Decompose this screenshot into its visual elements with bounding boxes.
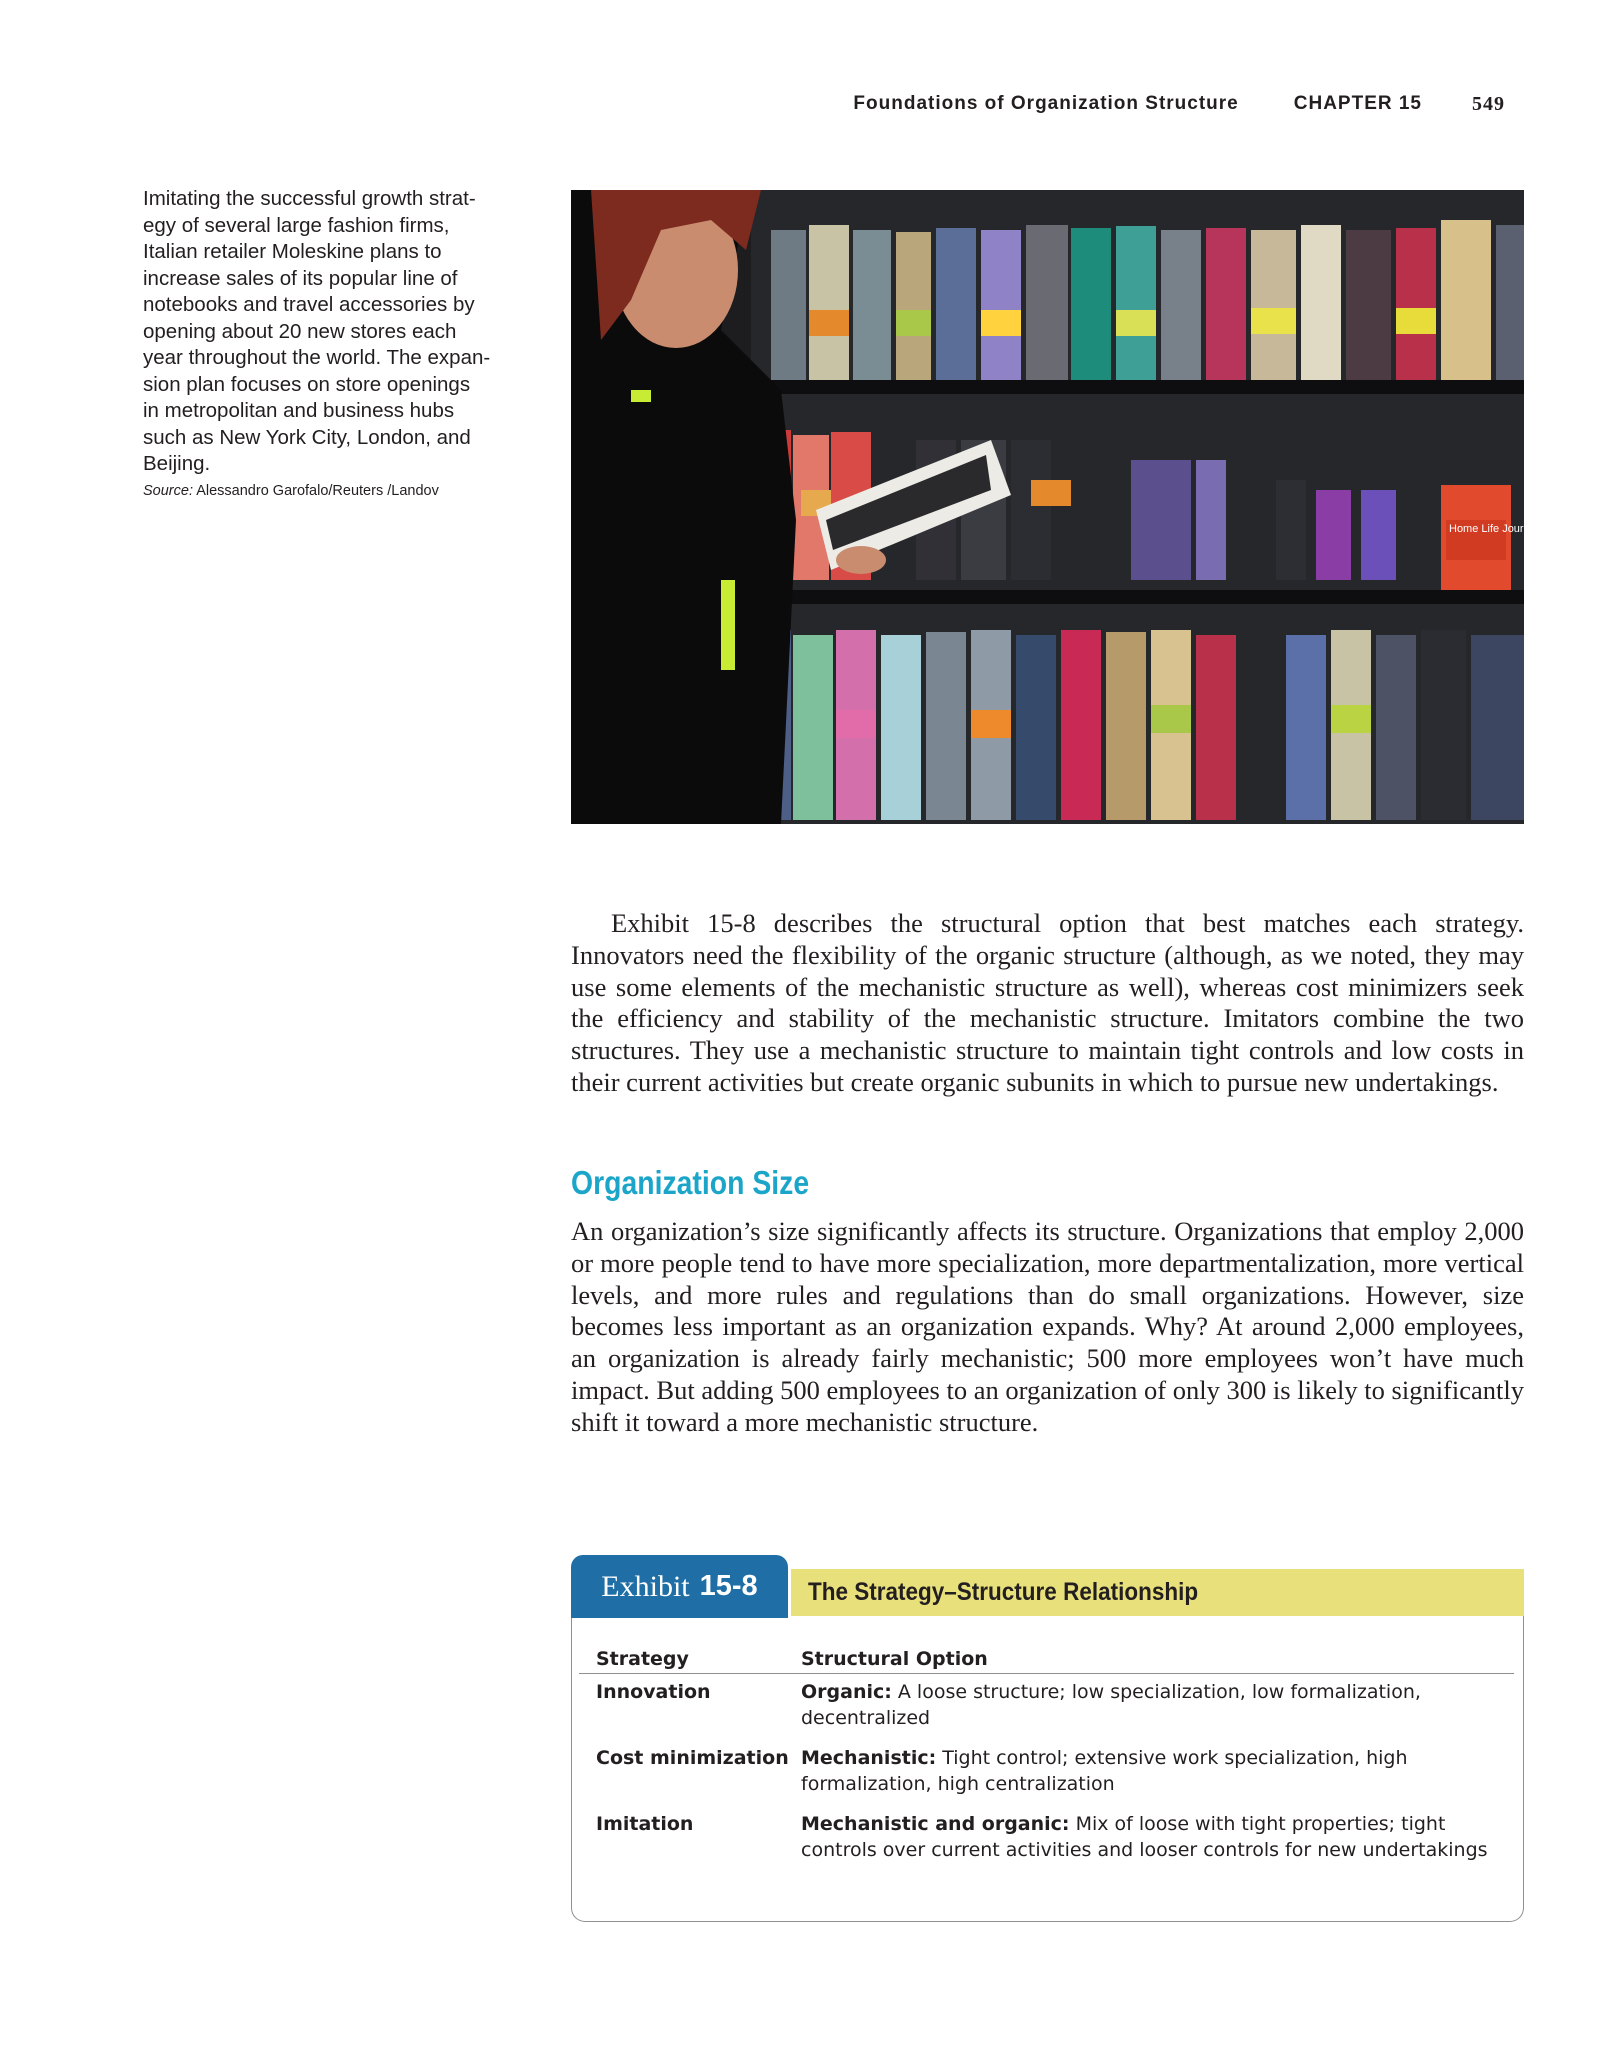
body-paragraph: Exhibit 15-8 describes the structural option that best matches each strategy. Innovators need the flexibility of the organic structure (although, as we noted, they may use some elements of the mechanistic structure as well), whereas cost minimizers seek the efficiency and stability of the mechanistic structure. Imitators combine the two structures. They use a mechanistic structure to maintain tight controls and low costs in their current activities but create organic subunits in which to pursue new undertakings. [571,908,1524,1097]
table-header [579,1647,1514,1674]
section-heading: Organization Size [571,1164,810,1201]
body-paragraph: An organization’s size significantly affects its structure. Organizations that employ 2,000 or more people tend to have more specialization, more departmentalization, more vertical levels, and more rules and regulations than do small organizations. However, size becomes less important as an organization expands. Why? At around 2,000 employees, an organization is already fairly mechanistic; 500 more employees won’t have much impact. But adding 500 employees to an organization of only 300 is likely to significantly shift it toward a more mechanistic structure. [571,1216,1524,1437]
shelf-row-top [771,220,1524,380]
notebook-shelf-illustration [571,190,1539,824]
caption-line: notebooks and travel accessories by [143,293,475,316]
source-label: Source: [143,482,193,499]
photo-credit [143,480,518,502]
caption-line: sion plan focuses on store openings [143,372,471,396]
caption-line: in metropolitan and business hubs [143,399,455,422]
caption-line: year throughout the world. The expan- [143,346,491,369]
strategy-cell: Cost minimization [596,1747,789,1769]
photo-caption [143,186,518,502]
table-row [579,1812,1514,1863]
exhibit-table [579,1647,1514,1863]
caption-line: opening about 20 new stores each [143,319,457,343]
table-row [579,1746,1514,1797]
store-photo [571,190,1539,824]
magazine-cover-text: Home Life Journal [1449,523,1539,535]
column-header-structural-option: Structural Option [801,1648,988,1670]
structure-cell [801,1812,1514,1863]
structure-lead: Mechanistic: [801,1747,937,1769]
structure-text: Mix of loose with tight properties; tight controls over current activities and looser controls for new undertakings [801,1813,1488,1861]
caption-line: increase sales of its popular line of [143,266,458,290]
exhibit-word: Exhibit [601,1569,690,1603]
caption-line: such as New York City, London, and [143,425,471,449]
caption-line: Italian retailer Moleskine plans to [143,240,442,263]
exhibit-number: 15-8 [699,1570,758,1602]
chapter-label: CHAPTER 15 [1293,93,1422,114]
exhibit-box [571,1555,1524,1923]
structure-cell [801,1746,1514,1797]
strategy-cell: Imitation [596,1813,694,1835]
caption-line: Imitating the successful growth strat- [143,187,476,210]
structure-text: Tight control; extensive work specialization, high formalization, high centralization [801,1747,1408,1795]
structure-cell [801,1680,1514,1731]
exhibit-title: The Strategy–Structure Relationship [808,1578,1199,1606]
caption-line: egy of several large fashion firms, [143,213,450,237]
exhibit-title-bar [791,1569,1524,1616]
caption-text [143,186,518,478]
structure-lead: Mechanistic and organic: [801,1813,1070,1835]
structure-lead: Organic: [801,1681,892,1703]
structure-text: A loose structure; low specialization, low formalization, decentralized [801,1681,1421,1729]
table-row [579,1680,1514,1731]
column-header-strategy: Strategy [596,1648,689,1670]
source-text: Alessandro Garofalo/Reuters /Landov [192,482,439,499]
exhibit-tab [571,1555,788,1618]
running-header [853,90,1505,118]
shelf-row-bottom [751,630,1524,820]
caption-line: Beijing. [143,452,211,475]
strategy-cell: Innovation [596,1681,711,1703]
section-title: Foundations of Organization Structure [853,93,1239,114]
page-number: 549 [1472,92,1505,115]
